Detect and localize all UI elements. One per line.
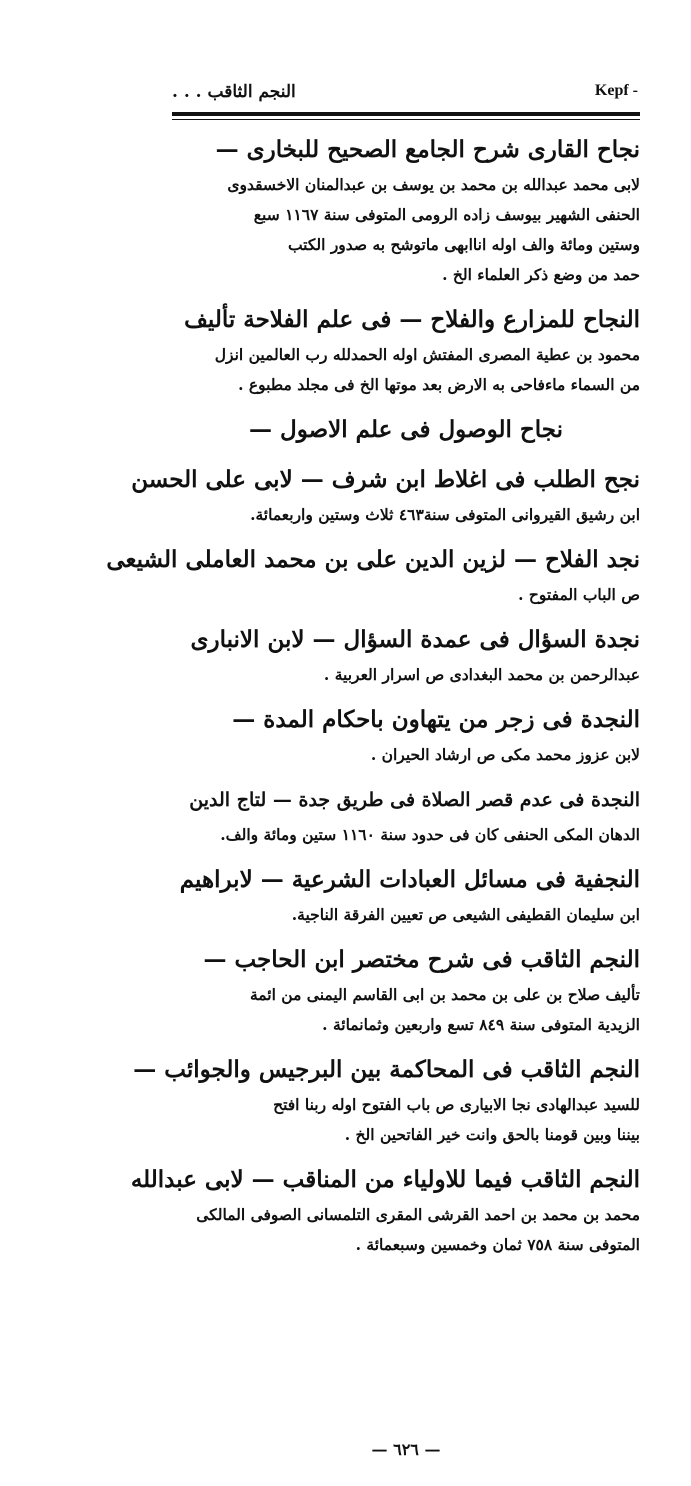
entry-title: نجدة السؤال فى عمدة السؤال — لابن الانبارى	[190, 626, 640, 653]
entry-title: نجح الطلب فى اغلاط ابن شرف — لابى على الحسن	[131, 466, 640, 493]
entry-line: الدهان المكى الحنفى كان فى حدود سنة ١١٦٠ ستين ومائة والف.	[220, 825, 640, 844]
entry-title: النجدة فى عدم قصر الصلاة فى طريق جدة — لتاج الدين	[189, 789, 640, 811]
entry-line: وستين ومائة والف اوله اناابهى ماتوشح به صدور الكتب	[287, 235, 640, 254]
entry-line: حمد من وضع ذكر العلماء الخ .	[442, 265, 640, 284]
entry-title: النجم الثاقب فيما للاولياء من المناقب — لابى عبدالله	[130, 1166, 640, 1193]
entry-line: ابن رشيق القيروانى المتوفى سنة٤٦٣ ثلاث وستين واربعمائة.	[250, 505, 640, 524]
entry-line: ابن سليمان القطيفى الشيعى ص تعيين الفرقة الناجية.	[291, 905, 640, 924]
entry-line: ص الباب المفتوح .	[518, 585, 640, 604]
entry	[172, 620, 640, 690]
entry-line: من السماء ماءفاحى به الارض بعد موتها الخ فى مجلد مطبوع .	[238, 375, 640, 394]
entry	[172, 700, 640, 770]
entry-title: النجفية فى مسائل العبادات الشرعية — لابراهيم	[179, 866, 640, 893]
entry	[131, 460, 640, 530]
entry-line: الحنفى الشهير بيوسف زاده الرومى المتوفى سنة ١١٦٧ سبع	[253, 205, 640, 224]
entry-line: محمود بن عطية المصرى المفتش اوله الحمدلله رب العالمين انزل	[214, 345, 640, 364]
entry	[172, 130, 640, 290]
entry-line: الزيدية المتوفى سنة ٨٤٩ تسع واربعين وثمانمائة .	[322, 1015, 640, 1034]
entry-title: النجاح للمزارع والفلاح — فى علم الفلاحة تأليف	[184, 306, 640, 333]
entry-title: نجاح القارى شرح الجامع الصحيح للبخارى —	[215, 136, 640, 163]
entry	[106, 540, 640, 610]
entry-line: لابى محمد عبدالله بن محمد بن يوسف بن عبدالمنان الاخسقدوى	[227, 175, 640, 194]
entries-list	[106, 130, 640, 1270]
entry-line: المتوفى سنة ٧٥٨ ثمان وخمسين وسبعمائة .	[355, 1235, 640, 1254]
entry	[172, 940, 640, 1040]
entry-line: بيننا وبين قومنا بالحق وانت خير الفاتحين الخ .	[344, 1125, 640, 1144]
page-number: — ٦٢٦ —	[371, 1440, 441, 1459]
entry-title: النجم الثاقب فى شرح مختصر ابن الحاجب —	[203, 946, 640, 973]
entry-line: للسيد عبدالهادى نجا الابيارى ص باب الفتوح اوله ربنا افتح	[273, 1095, 640, 1114]
entry-line: لابن عزوز محمد مكى ص ارشاد الحيران .	[370, 745, 640, 764]
entry	[172, 300, 640, 400]
running-title: النجم الثاقب . . .	[172, 82, 296, 102]
entry-title: نجد الفلاح — لزين الدين على بن محمد العاملى الشيعى	[106, 546, 640, 573]
entry-title: النجدة فى زجر من يتهاون باحكام المدة —	[232, 706, 640, 733]
entry-line: عبدالرحمن بن محمد البغدادى ص اسرار العربية .	[323, 665, 640, 684]
header-rule-thin	[172, 119, 640, 120]
entry	[172, 780, 640, 850]
entry	[130, 1160, 640, 1260]
entry	[172, 410, 640, 450]
entry-title: النجم الثاقب فى المحاكمة بين البرجيس والجوائب —	[133, 1056, 640, 1083]
running-left-label: Kepf -	[594, 82, 638, 99]
header-rule-thick	[172, 112, 640, 116]
entry-title: نجاح الوصول فى علم الاصول —	[249, 416, 563, 443]
entry	[172, 860, 640, 930]
running-header	[172, 80, 638, 106]
entry	[133, 1050, 640, 1150]
entry-line: محمد بن محمد بن احمد القرشى المقرى التلمسانى الصوفى المالكى	[196, 1205, 640, 1224]
entry-line: تأليف صلاح بن على بن محمد بن ابى القاسم اليمنى من ائمة	[250, 985, 640, 1004]
